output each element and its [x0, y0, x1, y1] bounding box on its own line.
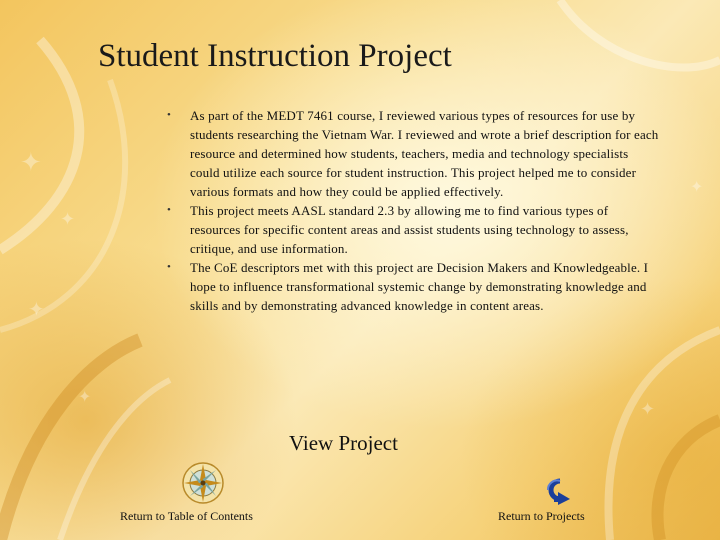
- star-icon: ✦: [690, 179, 704, 196]
- bullet-list: [160, 106, 660, 315]
- star-icon: ✦: [640, 399, 656, 419]
- bullet-marker: •: [167, 204, 172, 216]
- star-icon: ✦: [78, 389, 92, 406]
- return-to-projects-link[interactable]: Return to Projects: [498, 509, 585, 523]
- bullet-item: [160, 106, 660, 201]
- page-title: Student Instruction Project: [98, 38, 452, 74]
- star-icon: ✦: [20, 148, 42, 177]
- bullet-item: [160, 258, 660, 315]
- star-icon: ✦: [28, 299, 45, 321]
- star-icon: ✦: [60, 209, 76, 229]
- bullet-text: The CoE descriptors met with this project are Decision Makers and Knowledgeable. I hope to influence transformational systemic change by demonstrating knowledge and skills and by demonstrating advanced knowledge in content areas.: [190, 260, 649, 313]
- bullet-item: [160, 201, 660, 258]
- bullet-text: As part of the MEDT 7461 course, I reviewed various types of resources for use by students researching the Vietnam War. I reviewed and wrote a brief description for each resource and determined how students, teachers, media and technology specialists could utilize each source for student instruction. This project helped me to consider various formats and how they could be applied effectively.: [190, 108, 659, 199]
- compass-rose-icon[interactable]: [181, 461, 225, 505]
- bullet-marker: •: [167, 109, 172, 121]
- return-arrow-icon[interactable]: [540, 475, 574, 505]
- bullet-marker: •: [167, 261, 172, 273]
- view-project-link[interactable]: View Project: [289, 431, 398, 455]
- bullet-text: This project meets AASL standard 2.3 by allowing me to find various types of resources for specific content areas and assist students using technology to assess, critique, and use information.: [190, 203, 629, 256]
- return-to-toc-link[interactable]: Return to Table of Contents: [120, 509, 253, 523]
